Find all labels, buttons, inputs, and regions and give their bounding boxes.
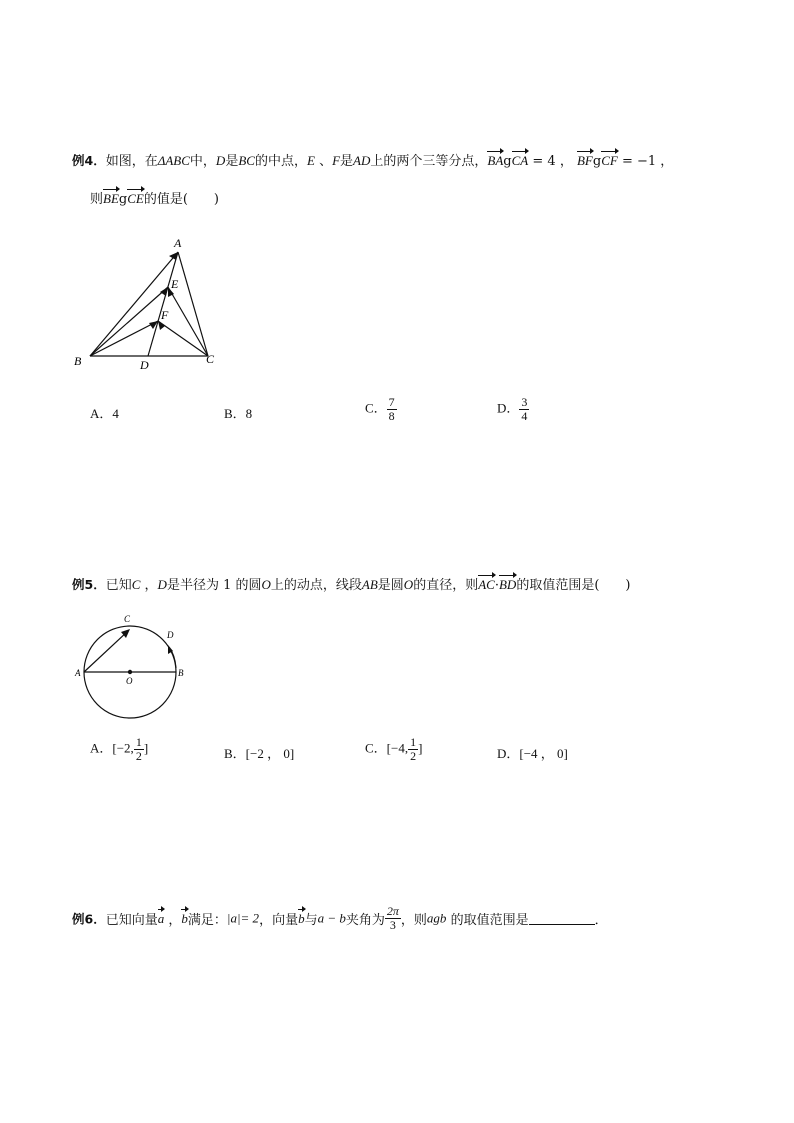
ex6-text: ．	[594, 913, 608, 928]
ex4-option-b[interactable]	[224, 403, 252, 422]
ex4-text: 的中点，	[254, 154, 307, 169]
example6-label: 例6．	[72, 911, 106, 927]
dot-product-symbol: ·	[494, 578, 499, 593]
example4-line2	[90, 188, 219, 207]
ex5-option-a[interactable]	[90, 736, 148, 763]
figure-label-c: C	[124, 614, 131, 624]
ex5-option-b[interactable]	[224, 743, 294, 762]
fraction-denominator: 2	[135, 749, 142, 763]
option-c-prefix: C．	[365, 400, 387, 416]
ex4-text: 是	[340, 154, 354, 169]
option-b-text: B．8	[224, 406, 253, 421]
ex4-text: 是	[225, 154, 239, 169]
segment-bc: BC	[238, 153, 255, 168]
figure-label-b: B	[74, 354, 82, 368]
option-a-suffix: ]	[143, 740, 149, 756]
fraction-denominator: 4	[521, 409, 528, 423]
ex6-text: ，向量	[259, 913, 299, 928]
option-d-prefix: D．	[497, 400, 520, 416]
figure-label-o: O	[126, 676, 133, 686]
vector-bf: BF	[576, 153, 593, 168]
option-a-prefix: A．[−2,	[90, 740, 134, 756]
dot-product-ab: agb	[426, 910, 447, 926]
dot-product-symbol: g	[592, 154, 602, 169]
triangle-figure	[70, 232, 230, 372]
ex5-text: 上的动点，线段	[270, 578, 362, 593]
ex5-option-d[interactable]	[497, 743, 568, 762]
option-a-text: A．4	[90, 406, 119, 421]
ex4-text: 中，	[189, 154, 216, 169]
segment-ab: AB	[361, 577, 378, 592]
ex4-text: 上的两个三等分点，	[370, 154, 488, 169]
ex6-text: 的取值范围是	[450, 913, 529, 928]
point-f: F	[332, 153, 341, 168]
fraction-denominator: 8	[388, 409, 395, 423]
ex6-text: ，	[168, 913, 182, 928]
example5-line1	[72, 574, 630, 593]
example5-label: 例5．	[72, 577, 106, 592]
ex6-text: 夹角为	[345, 913, 385, 928]
option-d-text: D．[−4 ， 0]	[497, 746, 568, 761]
vector-b: b	[181, 910, 188, 926]
figure-label-d: D	[140, 358, 149, 372]
figure-label-b: B	[178, 668, 184, 678]
figure-label-d: D	[167, 630, 174, 640]
dot-product-symbol: g	[503, 154, 512, 169]
ex6-text: 已知向量	[105, 913, 158, 928]
example4-line1	[72, 150, 673, 169]
fraction	[408, 736, 418, 763]
option-c-prefix: C．[−4,	[365, 740, 409, 756]
ex5-text: ，	[144, 578, 158, 593]
point-o: O	[261, 577, 271, 592]
point-o: O	[403, 577, 414, 592]
vector-cf: CF	[601, 153, 618, 168]
ex4-option-a[interactable]	[90, 403, 119, 422]
example6-line1	[72, 905, 608, 932]
ex5-text: 是圆	[377, 578, 404, 593]
magnitude-a: |a|= 2	[226, 910, 260, 926]
point-e: E	[306, 153, 315, 168]
point-c: C	[131, 577, 141, 592]
fraction-numerator: 2π	[386, 904, 399, 918]
figure-label-a: A	[174, 236, 182, 250]
dot-product-symbol: g	[118, 192, 128, 207]
fraction	[387, 396, 397, 423]
fraction-denominator: 2	[410, 749, 417, 763]
segment-ad: AD	[353, 153, 371, 168]
vector-ba: BA	[487, 153, 504, 168]
fraction	[519, 396, 529, 423]
vector-b: b	[298, 910, 305, 926]
ex6-text: ，则	[400, 913, 427, 928]
ex4-value: = 4 ，	[532, 154, 573, 169]
point-d: D	[215, 153, 226, 168]
ex6-text: 满足：	[187, 913, 227, 928]
answer-blank[interactable]	[529, 912, 595, 925]
figure-label-a: A	[75, 668, 81, 678]
fraction-denominator: 3	[389, 918, 396, 932]
vector-ac: AC	[478, 577, 495, 592]
figure-label-e: E	[171, 277, 179, 291]
ex4-option-c[interactable]	[365, 396, 397, 423]
figure-label-c: C	[206, 352, 215, 366]
point-d: D	[157, 577, 167, 592]
ex4-value: = −1 ，	[621, 154, 674, 169]
ex5-text: 已知	[105, 578, 132, 593]
triangle-abc: ΔABC	[157, 153, 190, 168]
example4-label: 例4．	[72, 153, 106, 168]
ex5-text: 的直径，则	[413, 578, 479, 593]
fraction-numerator: 3	[521, 395, 528, 409]
ex6-text: 与	[304, 913, 318, 928]
ex4-text: 、	[319, 154, 333, 169]
ex5-text: 是半径为 1 的圆	[166, 578, 262, 593]
ex4-text: 则	[90, 192, 104, 207]
figure-label-f: F	[161, 308, 169, 322]
vector-bd: BD	[498, 577, 517, 592]
ex5-text: 的取值范围是( )	[516, 578, 631, 593]
vector-be: BE	[103, 191, 119, 206]
vector-ce: CE	[127, 191, 144, 206]
vector-a: a	[157, 910, 165, 926]
vector-a-minus-b: a − b	[317, 910, 346, 926]
ex4-option-d[interactable]	[497, 396, 529, 423]
ex4-text: 如图，在	[105, 154, 158, 169]
circle-figure	[72, 610, 192, 725]
fraction	[134, 736, 144, 763]
option-c-suffix: ]	[418, 740, 423, 756]
ex5-option-c[interactable]	[365, 736, 422, 763]
angle-fraction	[385, 905, 401, 932]
fraction-numerator: 7	[388, 395, 395, 409]
fraction-numerator: 1	[135, 735, 142, 749]
ex4-text: 的值是( )	[143, 192, 220, 207]
vector-ca: CA	[511, 153, 529, 168]
option-b-text: B．[−2 ， 0]	[224, 746, 295, 761]
fraction-numerator: 1	[410, 735, 417, 749]
